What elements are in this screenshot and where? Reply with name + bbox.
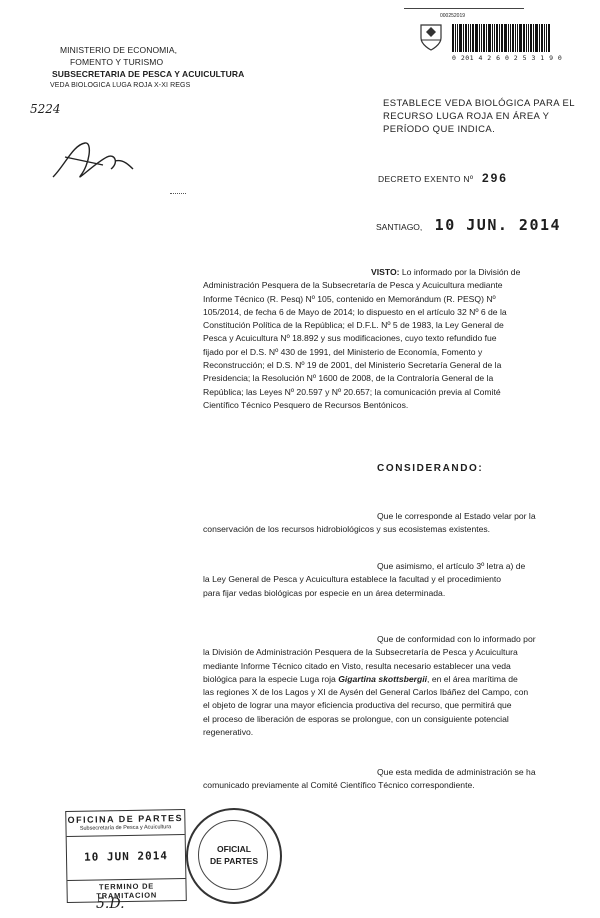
considerando-paragraph-1 [203,510,543,537]
considerando-paragraph-2 [203,560,543,600]
barcode-bar [539,24,540,52]
barcode-bar [499,24,500,52]
text-line: Informe Técnico (R. Pesq) Nº 105, contenido en Memorándum (R. PESQ) Nº [203,293,496,304]
text-line: mediante Informe Técnico citado en Visto, resulta necesario establecer una veda [203,660,511,671]
ministry-name: MINISTERIO DE ECONOMIA, [60,45,178,55]
bottom-handwriting: 5.D. [96,896,125,912]
text-line: Administración Pesquera de la Subsecretaría de Pesca y Acuicultura mediante [203,280,503,291]
seal-text: DE PARTES [209,856,259,866]
text-line: Pesca y Acuicultura Nº 18.892 y sus modificaciones, cuyo texto refundido fue [203,333,497,344]
visto-first-line [203,266,543,279]
text-line: el proceso de liberación de esporas se prolongue, con un consiguiente potencial [203,713,509,724]
barcode-bar [530,24,532,52]
date-value: 10 JUN. 2014 [434,216,562,234]
barcode-bar [481,24,482,52]
barcode [452,24,550,52]
barcode-bar [504,24,507,52]
text-span: , en el área marítima de [427,673,518,684]
barcode-bar [483,24,485,52]
header-rule [404,8,524,9]
considerando-paragraph-4 [203,766,543,793]
barcode-bar [455,24,456,52]
round-seal-stamp [186,808,282,904]
visto-label: VISTO: [371,267,400,277]
species-line [203,673,543,686]
ministry-name-2: FOMENTO Y TURISMO [70,57,164,67]
seal-text: OFICIAL [217,844,251,854]
text-line: Reconstrucción; el D.S. Nº 19 de 2001, del Ministerio Secretaría General de la [203,360,502,371]
considerando-paragraph-3 [203,633,543,739]
barcode-bar [512,24,514,52]
text-line: 105/2014, de fecha 6 de Mayo de 2014; lo dispuesto en el artículo 32 Nº 6 de la [203,306,507,317]
barcode-bar [492,24,493,52]
barcode-bar [496,24,498,52]
date-label: SANTIAGO, [376,222,423,232]
decree-label: DECRETO EXENTO Nº [378,174,474,184]
barcode-bar [452,24,454,52]
barcode-bar [465,24,467,52]
barcode-bar [517,24,518,52]
text-line: República; las Leyes Nº 20.597 y Nº 20.657; la comunicación previa al Comité [203,386,501,397]
stamp-divider [67,834,185,837]
text-line: fijado por el D.S. Nº 430 de 1991, del Ministerio de Economía, Fomento y [203,346,483,357]
barcode-bar [548,24,550,52]
seal-inner-ring [198,820,268,890]
text-line: Presidencia; la Resolución Nº 1600 de 2008, de la Contraloría General de la [203,373,494,384]
species-name: Gigartina skottsbergii [338,673,428,684]
reference-line: VEDA BIOLOGICA LUGA ROJA X-XI REGS [50,82,191,89]
barcode-bar [528,24,529,52]
text-line: conservación de los recursos hidrobiológicos y sus ecosistemas existentes. [203,524,491,535]
barcode-bar [501,24,503,52]
text-line: Que de conformidad con lo informado por [377,634,536,644]
decree-number-row [378,171,508,185]
visto-paragraph [203,266,543,412]
oficina-partes-stamp [65,809,187,903]
barcode-bar [544,24,545,52]
stamp-subtitle: Subsecretaría de Pesca y Acuicultura [79,824,172,832]
barcode-bar [475,24,478,52]
handwritten-reference: 5224 [30,102,61,116]
stamp-title: OFICINA DE PARTES [67,812,184,826]
subsecretaria-name: SUBSECRETARIA DE PESCA Y ACUICULTURA [52,69,245,79]
text-line: para fijar vedas biológicas por especie en un área determinada. [203,587,446,598]
barcode-bar [494,24,495,52]
text-span: biológica para la especie Luga roja [203,673,339,684]
barcode-bar [472,24,474,52]
text-line: Científico Técnico Pesquero de Recursos Bentónicos. [203,399,409,410]
stamp-date: 10 JUN 2014 [83,849,169,864]
text-line: Que asimismo, el artículo 3º letra a) de [377,561,526,571]
coat-of-arms-icon [418,22,444,52]
barcode-bar [470,24,471,52]
barcode-bar [508,24,509,52]
date-row [376,216,561,234]
text-line: Constitución Política de la República; el D.F.L. Nº 5 de 1983, la Ley General de [203,320,504,331]
text-line: Que esta medida de administración se ha [377,767,536,777]
barcode-bar [546,24,547,52]
barcode-bar [541,24,543,52]
considerando-title: CONSIDERANDO: [377,463,484,474]
barcode-bar [488,24,491,52]
text-line: la Ley General de Pesca y Acuicultura establece la facultad y el procedimiento [203,574,502,585]
subject-line: ESTABLECE VEDA BIOLÓGICA PARA EL [383,98,575,109]
barcode-bar [463,24,464,52]
barcode-bar [479,24,480,52]
subject-line: RECURSO LUGA ROJA EN ÁREA Y [383,111,550,122]
barcode-bar [523,24,525,52]
barcode-bar [533,24,534,52]
barcode-bar [457,24,458,52]
decree-subject [383,97,583,136]
barcode-number: 0 201 4 2 6 0 2 5 3 1 9 0 [452,54,563,62]
dotted-mark [170,193,186,196]
barcode-bar [459,24,462,52]
header-block [50,44,245,92]
barcode-bar [519,24,522,52]
stamp-footer: TERMINO DE TRAMITACION [96,881,158,901]
text-line: Lo informado por la División de [401,267,521,277]
text-line: las regiones X de los Lagos y XI de Aysén del General Carlos Ibáñez del Campo, con [203,687,529,698]
barcode-bar [486,24,487,52]
barcode-bar [535,24,538,52]
text-line: regenerativo. [203,727,254,738]
text-line: el objeto de lograr una mayor eficiencia productiva del recurso, que permitirá que [203,700,512,711]
text-line: la División de Administración Pesquera de la Subsecretaría de Pesca y Acuicultura [203,647,518,658]
barcode-bar [468,24,469,52]
text-line: Que le corresponde al Estado velar por la [377,511,536,521]
barcode-bar [510,24,511,52]
barcode-bar [515,24,516,52]
barcode-bar [526,24,527,52]
decree-number: 296 [481,171,508,185]
signature-icon [45,135,140,190]
subject-line: PERÍODO QUE INDICA. [383,124,496,135]
barcode-top-label: 000252019 [440,13,466,19]
text-line: comunicado previamente al Comité Científico Técnico correspondiente. [203,780,475,791]
